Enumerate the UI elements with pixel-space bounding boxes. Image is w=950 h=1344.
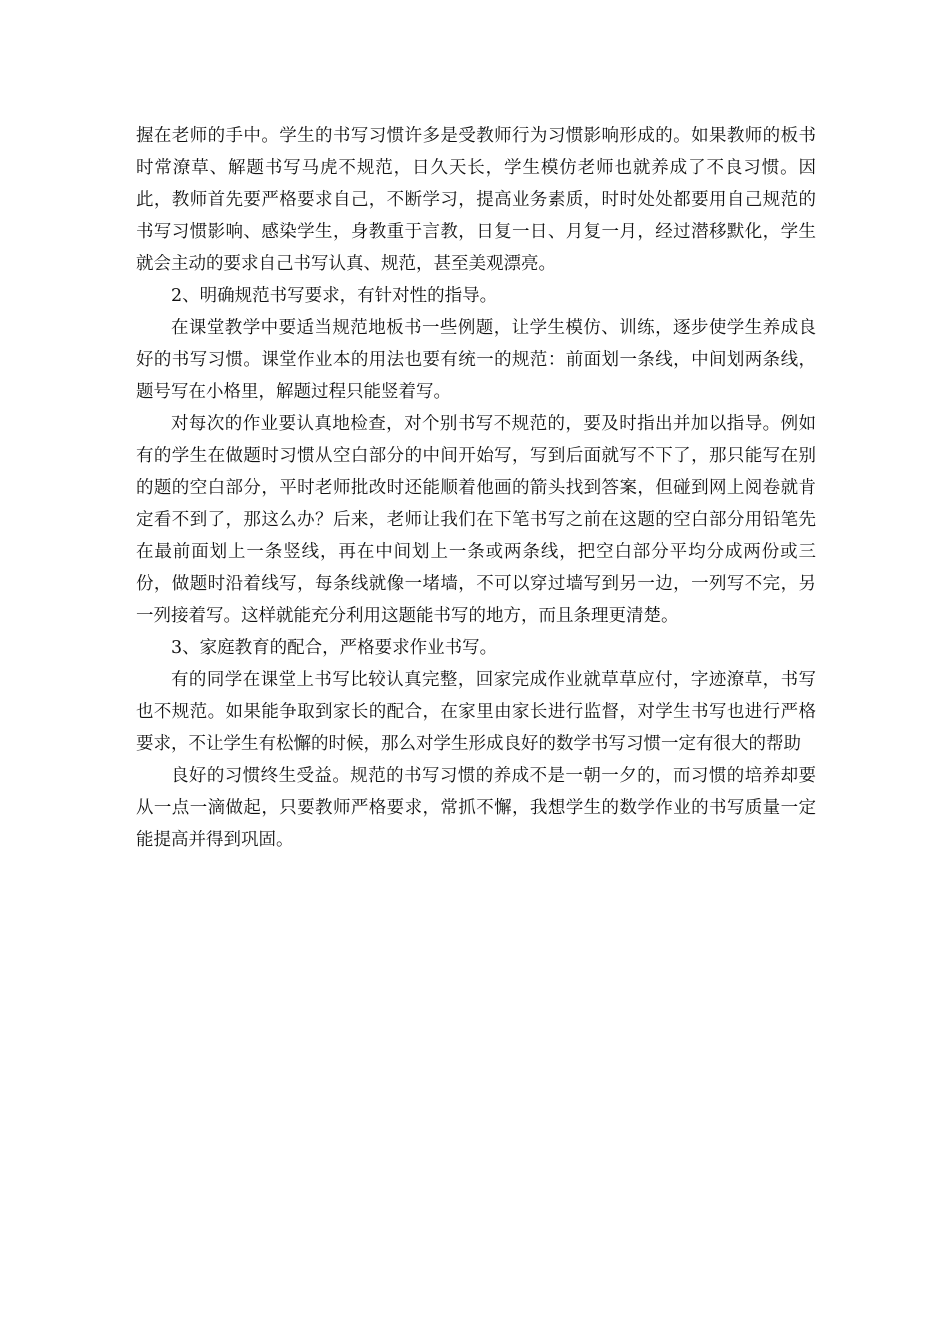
paragraph-continuation: 握在老师的手中。学生的书写习惯许多是受教师行为习惯影响形成的。如果教师的板书时常潦草、解题书写马虎不规范，日久天长，学生模仿老师也就养成了不良习惯。因此，教师首先要严格要求自己，不断学习，提高业务素质，时时处处都要用自己规范的书写习惯影响、感染学生，身教重于言教，日复一日、月复一月，经过潜移默化，学生就会主动的要求自己书写认真、规范，甚至美观漂亮。 bbox=[136, 126, 816, 274]
document-body bbox=[136, 120, 816, 856]
paragraph-conclusion: 良好的习惯终生受益。规范的书写习惯的养成不是一朝一夕的，而习惯的培养却要从一点一滴做起，只要教师严格要求，常抓不懈，我想学生的数学作业的书写质量一定能提高并得到巩固。 bbox=[136, 766, 816, 850]
paragraph-classroom-board: 在课堂教学中要适当规范地板书一些例题，让学生模仿、训练，逐步使学生养成良好的书写习惯。课堂作业本的用法也要有统一的规范：前面划一条线，中间划两条线，题号写在小格里，解题过程只能竖着写。 bbox=[136, 318, 816, 402]
paragraph-family-cooperation: 有的同学在课堂上书写比较认真完整，回家完成作业就草草应付，字迹潦草，书写也不规范。如果能争取到家长的配合，在家里由家长进行监督，对学生书写也进行严格要求，不让学生有松懈的时候，那么对学生形成良好的数学书写习惯一定有很大的帮助 bbox=[136, 670, 816, 754]
paragraph-homework-check: 对每次的作业要认真地检查，对个别书写不规范的，要及时指出并加以指导。例如有的学生在做题时习惯从空白部分的中间开始写，写到后面就写不下了，那只能写在别的题的空白部分，平时老师批改时还能顺着他画的箭头找到答案，但碰到网上阅卷就肯定看不到了，那这么办？后来，老师让我们在下笔书写之前在这题的空白部分用铅笔先在最前面划上一条竖线，再在中间划上一条或两条线，把空白部分平均分成两份或三份，做题时沿着线写，每条线就像一堵墙，不可以穿过墙写到另一边，一列写不完，另一列接着写。这样就能充分利用这题能书写的地方，而且条理更清楚。 bbox=[136, 414, 816, 626]
section-heading-3: 3、家庭教育的配合，严格要求作业书写。 bbox=[171, 638, 498, 658]
section-heading-2: 2、明确规范书写要求，有针对性的指导。 bbox=[171, 286, 498, 306]
